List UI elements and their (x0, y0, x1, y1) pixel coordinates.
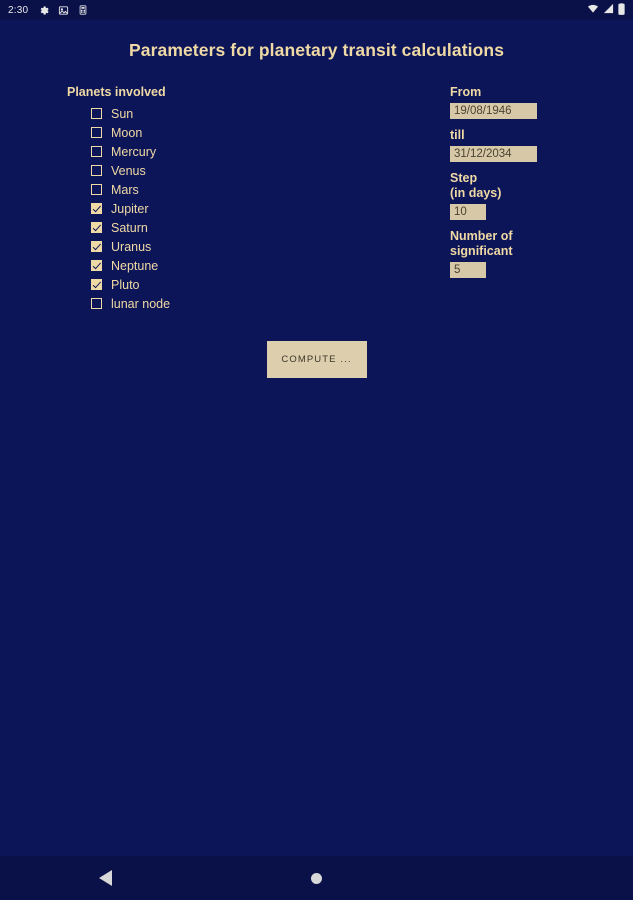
android-navigation-bar (0, 856, 633, 900)
status-system-icons (587, 3, 625, 18)
home-circle-icon (311, 873, 322, 884)
date-parameters-section (450, 85, 610, 287)
checkbox-label-venus: Venus (111, 163, 146, 178)
signal-icon (603, 3, 614, 17)
checkbox-label-sun: Sun (111, 106, 134, 121)
till-date-input[interactable] (450, 146, 537, 162)
checkbox-sun[interactable] (91, 108, 102, 119)
checkbox-label-mercury: Mercury (111, 144, 157, 159)
checkbox-saturn[interactable] (91, 222, 102, 233)
status-bar (0, 0, 633, 20)
checkbox-lunar-node[interactable] (91, 298, 102, 309)
checkbox-row-mars[interactable] (91, 180, 367, 199)
checkbox-label-neptune: Neptune (111, 258, 159, 273)
page-title: Parameters for planetary transit calculations (128, 40, 505, 60)
step-label-line2: (in days) (450, 186, 502, 200)
checkbox-row-uranus[interactable] (91, 237, 367, 256)
checkbox-label-jupiter: Jupiter (111, 201, 149, 216)
wifi-icon (587, 3, 599, 17)
checkbox-mars[interactable] (91, 184, 102, 195)
significant-label-line2: significant (450, 244, 513, 258)
back-triangle-icon (99, 870, 112, 886)
checkbox-row-lunar-node[interactable] (91, 294, 367, 313)
status-notification-icons (38, 4, 88, 16)
checkbox-pluto[interactable] (91, 279, 102, 290)
checkbox-row-mercury[interactable] (91, 142, 367, 161)
from-date-input[interactable] (450, 103, 537, 119)
compute-button-container (0, 341, 633, 378)
checkbox-moon[interactable] (91, 127, 102, 138)
from-label: From (450, 85, 482, 99)
battery-icon (618, 3, 625, 18)
checkbox-row-moon[interactable] (91, 123, 367, 142)
step-days-input[interactable] (450, 204, 486, 220)
image-icon (58, 5, 69, 16)
back-button[interactable] (0, 870, 211, 886)
planets-section (67, 85, 367, 313)
app-content (0, 20, 633, 856)
checkbox-row-sun[interactable] (91, 104, 367, 123)
calculator-icon (78, 4, 88, 16)
checkbox-row-neptune[interactable] (91, 256, 367, 275)
checkbox-label-uranus: Uranus (111, 239, 152, 254)
checkbox-label-lunar-node: lunar node (111, 296, 171, 311)
checkbox-label-moon: Moon (111, 125, 143, 140)
checkbox-mercury[interactable] (91, 146, 102, 157)
checkbox-row-venus[interactable] (91, 161, 367, 180)
checkbox-neptune[interactable] (91, 260, 102, 271)
compute-button[interactable]: COMPUTE ... (267, 341, 367, 378)
gear-icon (38, 5, 49, 16)
home-button[interactable] (211, 873, 422, 884)
checkbox-label-saturn: Saturn (111, 220, 148, 235)
checkbox-venus[interactable] (91, 165, 102, 176)
checkbox-row-jupiter[interactable] (91, 199, 367, 218)
checkbox-jupiter[interactable] (91, 203, 102, 214)
significant-number-input[interactable] (450, 262, 486, 278)
planets-section-label: Planets involved (67, 85, 166, 99)
till-label: till (450, 128, 465, 142)
checkbox-uranus[interactable] (91, 241, 102, 252)
step-label-line1: Step (450, 171, 478, 185)
checkbox-row-pluto[interactable] (91, 275, 367, 294)
checkbox-label-mars: Mars (111, 182, 139, 197)
status-clock: 2:30 (8, 4, 29, 16)
parameters-area (0, 85, 633, 325)
checkbox-label-pluto: Pluto (111, 277, 140, 292)
significant-label-line1: Number of (450, 229, 513, 243)
checkbox-row-saturn[interactable] (91, 218, 367, 237)
